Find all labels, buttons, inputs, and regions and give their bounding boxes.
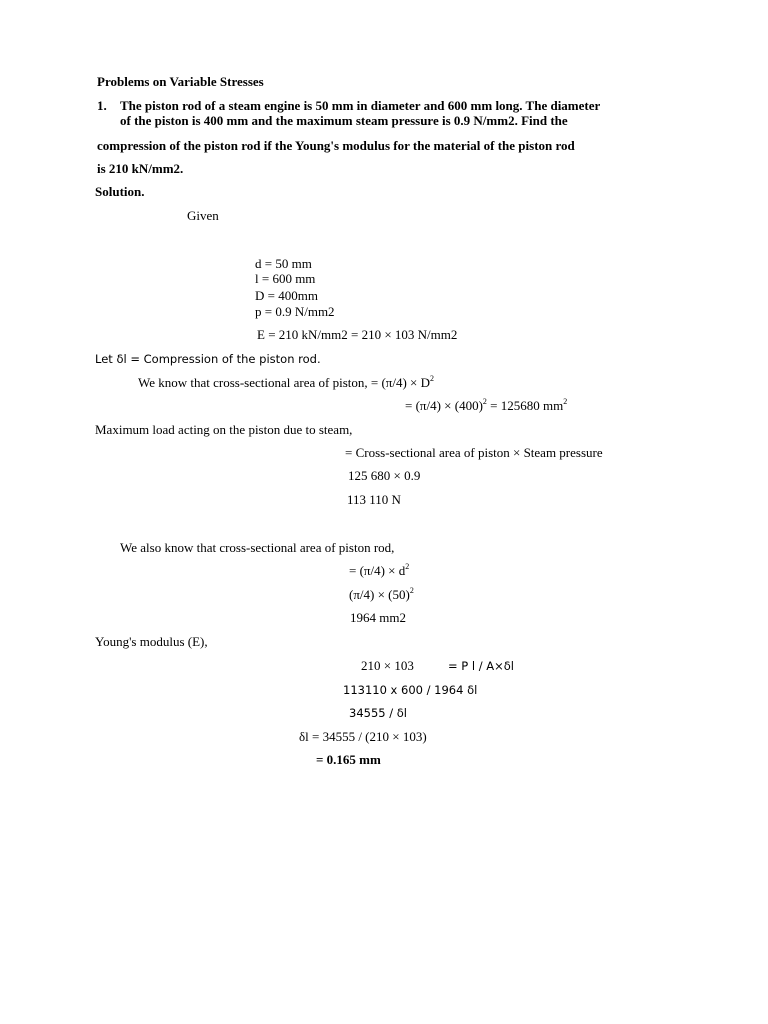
piston-area-calc-a-exponent: 2	[482, 396, 487, 406]
rod-area-formula	[349, 563, 409, 579]
rod-area-calc-exponent: 2	[409, 585, 414, 595]
piston-area-calc	[405, 398, 567, 414]
piston-area-intro-text: We know that cross-sectional area of piston, = (π/4) × D	[138, 375, 431, 390]
problem-number: 1.	[97, 98, 107, 113]
piston-area-intro-exponent: 2	[430, 373, 435, 383]
youngs-step-2: 34555 / δl	[349, 706, 407, 720]
given-d: d = 50 mm	[255, 256, 312, 271]
max-load-formula: = Cross-sectional area of piston × Steam pressure	[345, 445, 603, 460]
given-label: Given	[187, 208, 219, 223]
problem-text-line-3: compression of the piston rod if the Young's modulus for the material of the piston rod	[97, 138, 575, 153]
piston-area-calc-b-exponent: 2	[563, 396, 568, 406]
final-answer: = 0.165 mm	[316, 752, 381, 767]
problem-text-line-4: is 210 kN/mm2.	[97, 161, 184, 176]
piston-area-calc-a: = (π/4) × (400)	[405, 398, 483, 413]
youngs-step-3: δl = 34555 / (210 × 103)	[299, 729, 427, 744]
let-delta-l-line: Let δl = Compression of the piston rod.	[95, 352, 321, 366]
problem-text-line-1: The piston rod of a steam engine is 50 mm in diameter and 600 mm long. The diameter	[120, 98, 601, 113]
rod-area-calc	[349, 587, 414, 603]
piston-area-calc-b: = 125680 mm	[486, 398, 564, 413]
given-D: D = 400mm	[255, 288, 318, 303]
piston-area-intro	[138, 375, 434, 391]
max-load-result: 113 110 N	[347, 492, 401, 507]
rod-area-formula-text: = (π/4) × d	[349, 563, 406, 578]
problem-text-line-2: of the piston is 400 mm and the maximum steam pressure is 0.9 N/mm2. Find the	[120, 113, 568, 128]
given-E: E = 210 kN/mm2 = 210 × 103 N/mm2	[257, 327, 458, 342]
youngs-equation-left: 210 × 103	[361, 658, 414, 673]
rod-area-intro: We also know that cross-sectional area of piston rod,	[120, 540, 395, 555]
rod-area-result: 1964 mm2	[350, 610, 406, 625]
rod-area-formula-exponent: 2	[405, 561, 410, 571]
given-l: l = 600 mm	[255, 271, 316, 286]
max-load-intro: Maximum load acting on the piston due to steam,	[95, 422, 353, 437]
section-heading: Problems on Variable Stresses	[97, 74, 264, 89]
given-p: p = 0.9 N/mm2	[255, 304, 335, 319]
youngs-step-1: 113110 x 600 / 1964 δl	[343, 683, 478, 697]
max-load-calc: 125 680 × 0.9	[348, 468, 421, 483]
rod-area-calc-text: (π/4) × (50)	[349, 587, 410, 602]
youngs-equation-right: = P l / A×δl	[448, 659, 514, 673]
solution-label: Solution.	[95, 184, 145, 199]
youngs-modulus-intro: Young's modulus (E),	[95, 634, 208, 649]
